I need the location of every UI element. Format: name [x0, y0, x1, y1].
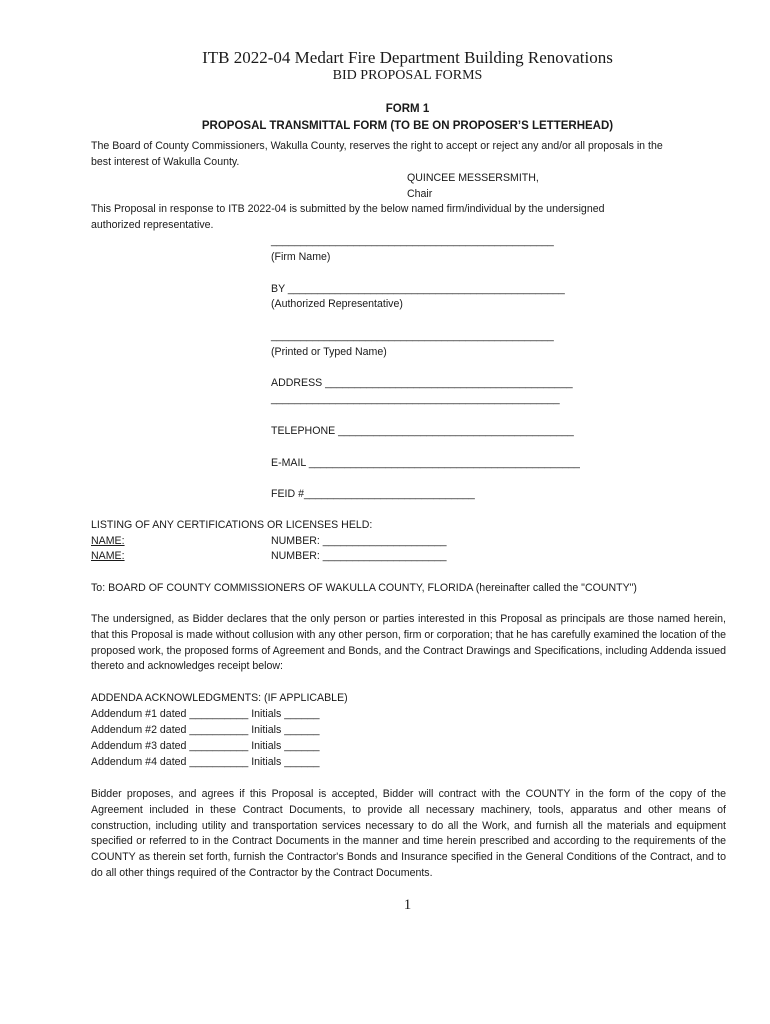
addenda-heading: ADDENDA ACKNOWLEDGMENTS: (IF APPLICABLE): [91, 692, 348, 704]
telephone-field[interactable]: TELEPHONE ________________________________________: [271, 425, 574, 437]
signer-name: QUINCEE MESSERSMITH,: [407, 172, 539, 184]
addendum-line[interactable]: Addendum #4 dated __________ Initials ______: [91, 756, 320, 768]
proposal-line-2: authorized representative.: [91, 219, 214, 231]
page-title: ITB 2022-04 Medart Fire Department Building Renovations: [202, 48, 613, 67]
authorized-rep-label: (Authorized Representative): [271, 298, 403, 310]
authorized-rep-field[interactable]: BY _______________________________________________: [271, 283, 565, 295]
certification-row[interactable]: [91, 548, 447, 564]
certification-row[interactable]: [91, 533, 447, 549]
intro-line-1: The Board of County Commissioners, Wakulla County, reserves the right to accept or reject any and/or all proposals in the: [91, 140, 663, 152]
undersigned-paragraph: The undersigned, as Bidder declares that the only person or parties interested in this Proposal as principals are those named herein, that this Proposal is made without collusion with any other person, firm or corporation; that he has carefully examined the location of the proposed work, the proposed forms of Agreement and Bonds, and the Contract Drawings and Specifications, including Addenda issued thereto and acknowledges receipt below:: [91, 613, 726, 673]
email-field[interactable]: E-MAIL ______________________________________________: [271, 457, 580, 469]
page-number: 1: [403, 897, 412, 913]
addendum-line[interactable]: Addendum #2 dated __________ Initials ______: [91, 724, 320, 736]
proposal-line-1: This Proposal in response to ITB 2022-04 is submitted by the below named firm/individual by the undersigned: [91, 203, 605, 215]
firm-name-label: (Firm Name): [271, 251, 331, 263]
signer-title: Chair: [407, 188, 433, 200]
firm-name-field[interactable]: ________________________________________________: [271, 235, 554, 247]
certification-name-field[interactable]: NAME:: [91, 550, 125, 562]
to-line: To: BOARD OF COUNTY COMMISSIONERS OF WAKULLA COUNTY, FLORIDA (hereinafter called the "COUNTY"): [91, 582, 637, 594]
addendum-line[interactable]: Addendum #3 dated __________ Initials ______: [91, 740, 320, 752]
page-subtitle: BID PROPOSAL FORMS: [332, 68, 483, 83]
addendum-line[interactable]: Addendum #1 dated __________ Initials ______: [91, 708, 320, 720]
form-title: PROPOSAL TRANSMITTAL FORM (TO BE ON PROPOSER’S LETTERHEAD): [201, 120, 614, 132]
certification-number-field[interactable]: NUMBER: _____________________: [271, 550, 447, 562]
address-field[interactable]: ADDRESS __________________________________________: [271, 377, 573, 389]
printed-name-label: (Printed or Typed Name): [271, 346, 387, 358]
bidder-paragraph: Bidder proposes, and agrees if this Proposal is accepted, Bidder will contract with the COUNTY in the form of the copy of the Agreement included in these Contract Documents, to provide all necessary machinery, tools, apparatus and other means of construction, including utility and transportation services necessary to do all the Work, and furnish all the materials and equipment specified or referred to in the Contract Documents in the manner and time herein prescribed and according to the requirements of the COUNTY as therein set forth, furnish the Contractor's Bonds and Insurance specified in the General Conditions of the Contract, and to do all other things required of the Contractor by the Contract Documents.: [91, 788, 726, 879]
intro-line-2: best interest of Wakulla County.: [91, 156, 240, 168]
feid-field[interactable]: FEID #_____________________________: [271, 488, 475, 500]
form-number: FORM 1: [385, 103, 430, 115]
printed-name-field[interactable]: ________________________________________________: [271, 330, 554, 342]
certification-number-field[interactable]: NUMBER: _____________________: [271, 535, 447, 547]
certifications-heading: LISTING OF ANY CERTIFICATIONS OR LICENSES HELD:: [91, 519, 373, 531]
certification-name-field[interactable]: NAME:: [91, 535, 125, 547]
address-field-line-2[interactable]: _________________________________________________: [271, 393, 560, 405]
